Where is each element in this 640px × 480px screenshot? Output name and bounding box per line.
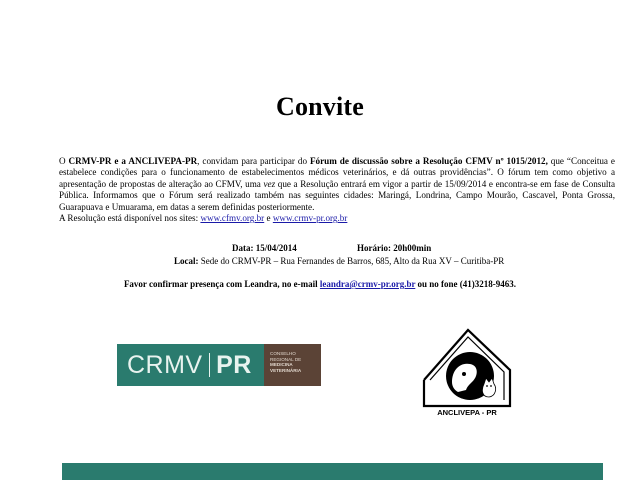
- crmv-logo-seal: [264, 344, 321, 386]
- seal-line: REGIONAL DE: [270, 356, 302, 362]
- seal-line: MEDICINA: [270, 362, 293, 368]
- org-names: CRMV-PR e a ANCLIVEPA-PR: [68, 156, 198, 166]
- forum-description: que “Conceitua e estabelece condições para o funcionamento de estabelecimentos médicos veterinários, e dá outras providências”. O fórum tem como objetivo a apresentação de propostas de alteração ao CFMV, uma: [59, 156, 615, 189]
- invitation-title: Convite: [275, 92, 365, 121]
- seal-line: VETERINÁRIA: [270, 367, 302, 373]
- resolution-text: que a Resolução entrará em vigor a partir de 15/09/2014 e encontra-se em fase de Consulta Pública. Informamos que o Fórum será realizado também nas seguintes cidades: Maringá, Londrina, Campo Mourão, Cascavel, Ponta Grossa, Guarapuava e Umuarama, em datas a serem definidas posteriormente.: [59, 178, 615, 212]
- rsvp-email-link[interactable]: leandra@crmv-pr.org.br: [319, 279, 416, 289]
- event-location: [174, 256, 634, 267]
- forum-title: Fórum de discussão sobre a Resolução CFMV nº 1015/2012,: [309, 156, 548, 166]
- location-value: Sede do CRMV-PR – Rua Fernandes de Barros, 685, Alto da Rua XV – Curitiba-PR: [198, 256, 505, 266]
- event-date: Data: 15/04/2014: [232, 243, 297, 253]
- seal-line: CONSELHO: [270, 351, 296, 356]
- sites-and: e: [264, 213, 273, 224]
- rsvp-phone: ou no fone (41)3218-9463.: [415, 279, 517, 289]
- vez-word: vez: [263, 178, 276, 189]
- sites-text: A Resolução está disponível nos sites:: [59, 213, 201, 224]
- invitation-body: [59, 156, 615, 224]
- footer-bar: [62, 463, 603, 480]
- rsvp-line: [0, 279, 640, 290]
- anclivepa-caption: ANCLIVEPA - PR: [437, 408, 497, 417]
- crmv-logo-word: CRMV: [127, 350, 203, 379]
- crmv-link[interactable]: www.crmv-pr.org.br: [272, 213, 348, 224]
- crmv-pr-logo: [117, 344, 321, 386]
- intro-paragraph: O CRMV-PR e a ANCLIVEPA-PR, convidam para participar do Fórum de discussão sobre a Resolução CFMV nº 1015/2012, que “Conceitua e estabelece condições para o funcionamento de estabelecimentos médicos veterinários, e dá outras providências”. O fórum tem como objetivo a apresentação de propostas de alteração ao CFMV, uma vez que a Resolução entrará em vigor a partir de 15/09/2014 e encontra-se em fase de Consulta Pública. Informamos que o Fórum será realizado também nas seguintes cidades: Maringá, Londrina, Campo Mourão, Cascavel, Ponta Grossa, Guarapuava e Umuarama, em datas a serem definidas posteriormente.: [59, 156, 615, 212]
- event-time: Horário: 20h00min: [357, 243, 432, 253]
- invite-text: , convidam para participar do: [197, 156, 310, 166]
- sites-line: [59, 213, 615, 224]
- crmv-logo-separator: [209, 353, 211, 377]
- anclivepa-logo: [418, 322, 516, 417]
- anclivepa-emblem-icon: [418, 322, 516, 408]
- location-label: Local:: [174, 256, 199, 266]
- crmv-logo-pr: PR: [216, 350, 252, 379]
- rsvp-text: Favor confirmar presença com Leandra, no e-mail: [123, 279, 320, 289]
- cfmv-link[interactable]: www.cfmv.org.br: [200, 213, 265, 224]
